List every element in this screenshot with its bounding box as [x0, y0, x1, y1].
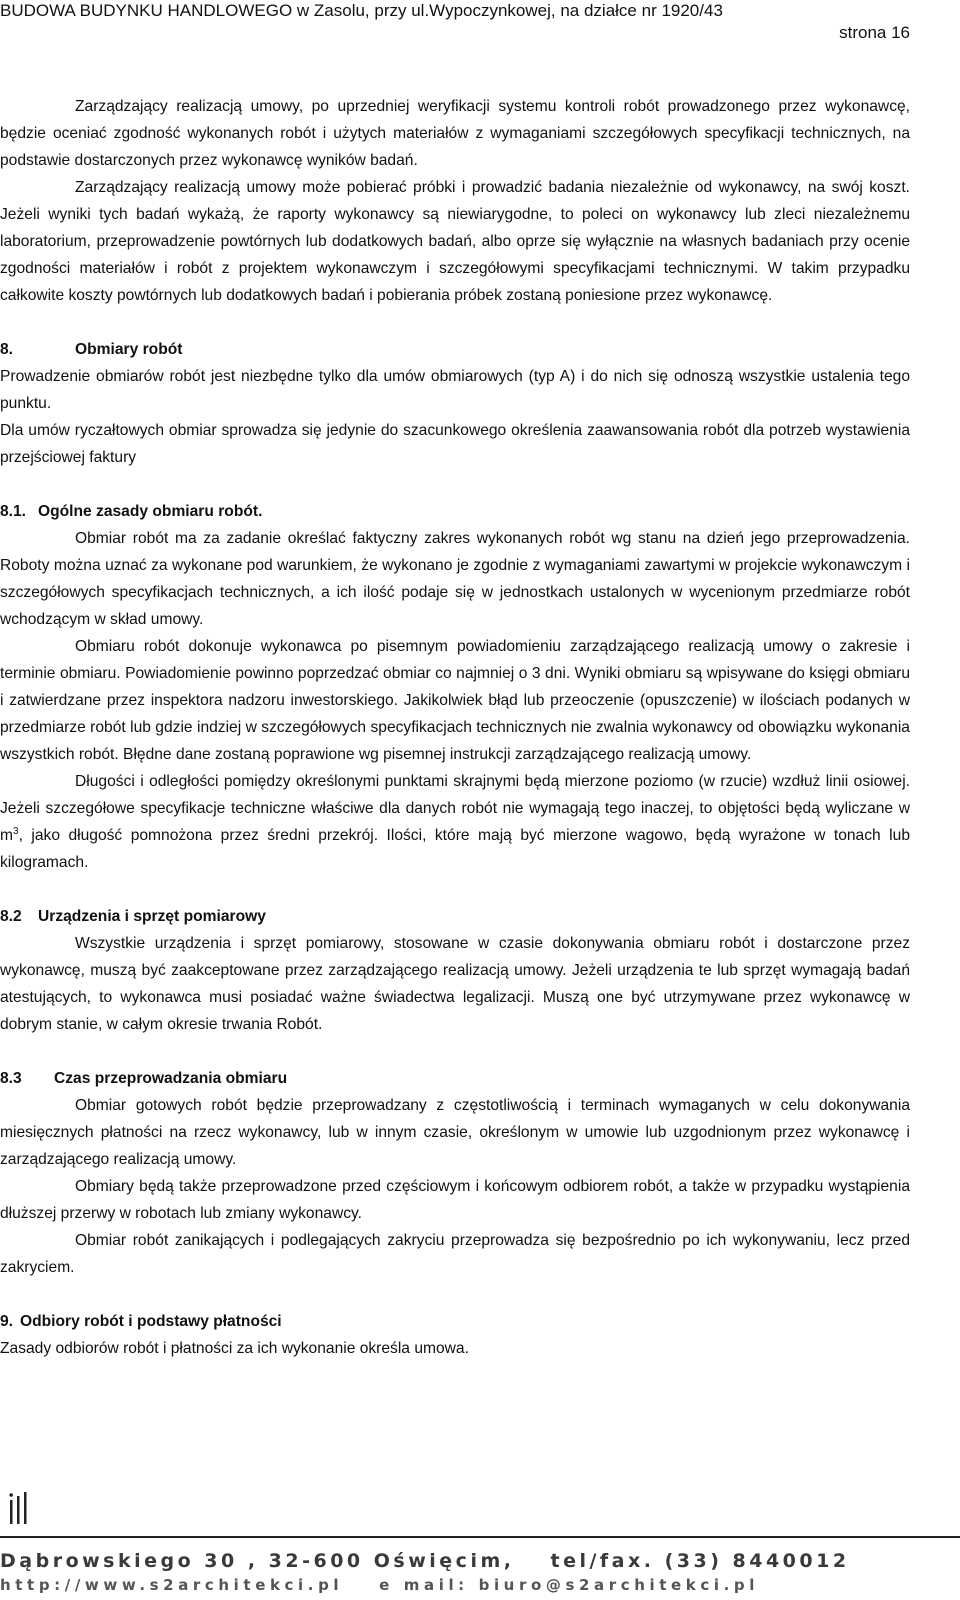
section-number: 8.1. [0, 503, 27, 520]
page-footer [0, 1490, 960, 1600]
paragraph-text: Długości i odległości pomiędzy określonymi punktami skrajnymi będą mierzone poziomo (w rzucie) wzdłuż linii osiowej. Jeżeli szczegółowe specyfikacje techniczne właściwe dla danych robót nie wymagają tego inaczej, to objętości będą wyliczane w m [0, 773, 910, 844]
footer-phone: tel/fax. (33) 8440012 [550, 1550, 850, 1572]
section-heading-9 [0, 1308, 910, 1335]
section-title: Ogólne zasady obmiaru robót. [38, 503, 263, 520]
section-number: 8.2 [0, 908, 22, 925]
section-heading-8-2 [0, 903, 910, 930]
paragraph: Zarządzający realizacją umowy, po uprzedniej weryfikacji systemu kontroli robót prowadzonego przez wykonawcę, będzie oceniać zgodność wykonanych robót i użytych materiałów z wymaganiami szczegółowych specyfikacji technicznych, na podstawie dostarczonych przez wykonawcę wyników badań. [0, 98, 910, 169]
footer-address: Dąbrowskiego 30 , 32-600 Oświęcim, [0, 1550, 515, 1572]
paragraph: Prowadzenie obmiarów robót jest niezbędne tylko dla umów obmiarowych (typ A) i do nich się odnoszą wszystkie ustalenia tego punktu. [0, 368, 910, 412]
paragraph: Obmiar robót zanikających i podlegających zakryciu przeprowadza się bezpośrednio po ich wykonywaniu, lecz przed zakryciem. [0, 1232, 910, 1276]
header-title: BUDOWA BUDYNKU HANDLOWEGO w Zasolu, przy ul.Wypoczynkowej, na działce nr 1920/43 [0, 1, 723, 20]
section-number: 9. [0, 1313, 14, 1330]
paragraph: Zasady odbiorów robót i płatności za ich wykonanie określa umowa. [0, 1340, 469, 1357]
spacer [0, 1038, 910, 1065]
section-heading-8-1 [0, 498, 910, 525]
paragraph: Obmiary będą także przeprowadzone przed częściowym i końcowym odbiorem robót, a także w przypadku wystąpienia dłuższej przerwy w robotach lub zmiany wykonawcy. [0, 1178, 910, 1222]
section-heading-8-3 [0, 1065, 910, 1092]
footer-email: e mail: biuro@s2architekci.pl [379, 1576, 759, 1594]
paragraph [0, 768, 910, 876]
spacer [0, 876, 910, 903]
footer-contact-line [0, 1550, 960, 1572]
page-number: strona 16 [839, 23, 910, 42]
footer-divider [0, 1536, 960, 1538]
section-number: 8.3 [0, 1070, 22, 1087]
spacer [0, 1281, 910, 1308]
paragraph: Wszystkie urządzenia i sprzęt pomiarowy, stosowane w czasie dokonywania obmiaru robót i dostarczone przez wykonawcę, muszą być zaakceptowane przez zarządzającego realizacją umowy. Jeżeli urządzenia te lub sprzęt wymagają badań atestujących, to wykonawca musi posiadać ważne świadectwa legalizacji. Muszą one być utrzymywane przez wykonawcę w dobrym stanie, w całym okresie trwania Robót. [0, 935, 910, 1033]
s2-logo-icon [8, 1490, 34, 1526]
paragraph: Zarządzający realizacją umowy może pobierać próbki i prowadzić badania niezależnie od wykonawcy, na swój koszt. Jeżeli wyniki tych badań wykażą, że raporty wykonawcy są niewiarygodne, to poleci on wykonawcy lub zleci niezależnemu laboratorium, przeprowadzenie powtórnych lub dodatkowych badań, albo oprze się wyłącznie na własnych badaniach przy ocenie zgodności materiałów i robót z projektem wykonawczym i szczegółowymi specyfikacjami technicznymi. W takim przypadku całkowite koszty powtórnych lub dodatkowych badań i pobierania próbek zostaną poniesione przez wykonawcę. [0, 179, 910, 304]
paragraph: Dla umów ryczałtowych obmiar sprowadza się jedynie do szacunkowego określenia zaawansowania robót dla potrzeb wystawienia przejściowej faktury [0, 422, 910, 466]
section-title: Odbiory robót i podstawy płatności [20, 1313, 282, 1330]
section-title: Obmiary robót [75, 341, 183, 358]
section-title: Czas przeprowadzania obmiaru [54, 1070, 288, 1087]
document-body [0, 93, 910, 1362]
spacer [0, 471, 910, 498]
footer-web-line [0, 1576, 960, 1594]
superscript: 3 [13, 825, 19, 837]
spacer [0, 309, 910, 336]
paragraph-text: , jako długość pomnożona przez średni przekrój. Ilości, które mają być mierzone wagowo, będą wyrażone w tonach lub kilogramach. [0, 827, 910, 871]
footer-website: http://www.s2architekci.pl [0, 1576, 344, 1594]
paragraph: Obmiaru robót dokonuje wykonawca po pisemnym powiadomieniu zarządzającego realizacją umowy o zakresie i terminie obmiaru. Powiadomienie powinno poprzedzać obmiar co najmniej o 3 dni. Wyniki obmiaru są wpisywane do księgi obmiaru i zatwierdzane przez inspektora nadzoru inwestorskiego. Jakikolwiek błąd lub przeoczenie (opuszczenie) w ilościach podanych w przedmiarze robót lub gdzie indziej w szczegółowych specyfikacjach technicznych nie zwalnia wykonawcy od obowiązku wykonania wszystkich robót. Błędne dane zostaną poprawione wg pisemnej instrukcji zarządzającego realizacją umowy. [0, 638, 910, 763]
paragraph: Obmiar robót ma za zadanie określać faktyczny zakres wykonanych robót wg stanu na dzień jego przeprowadzenia. Roboty można uznać za wykonane pod warunkiem, że wykonano je zgodnie z wymaganiami zawartymi w projekcie wykonawczym i szczegółowych specyfikacjach technicznych, a ich ilość podaje się w jednostkach ustalonych w wycenionym przedmiarze robót wchodzącym w skład umowy. [0, 530, 910, 628]
section-heading-8 [0, 336, 910, 363]
section-title: Urządzenia i sprzęt pomiarowy [38, 908, 266, 925]
section-number: 8. [0, 341, 14, 358]
paragraph: Obmiar gotowych robót będzie przeprowadzany z częstotliwością i terminach wymaganych w celu dokonywania miesięcznych płatności na rzecz wykonawcy, lub w innym czasie, określonym w umowie lub uzgodnionym przez wykonawcę i zarządzającego realizacją umowy. [0, 1097, 910, 1168]
